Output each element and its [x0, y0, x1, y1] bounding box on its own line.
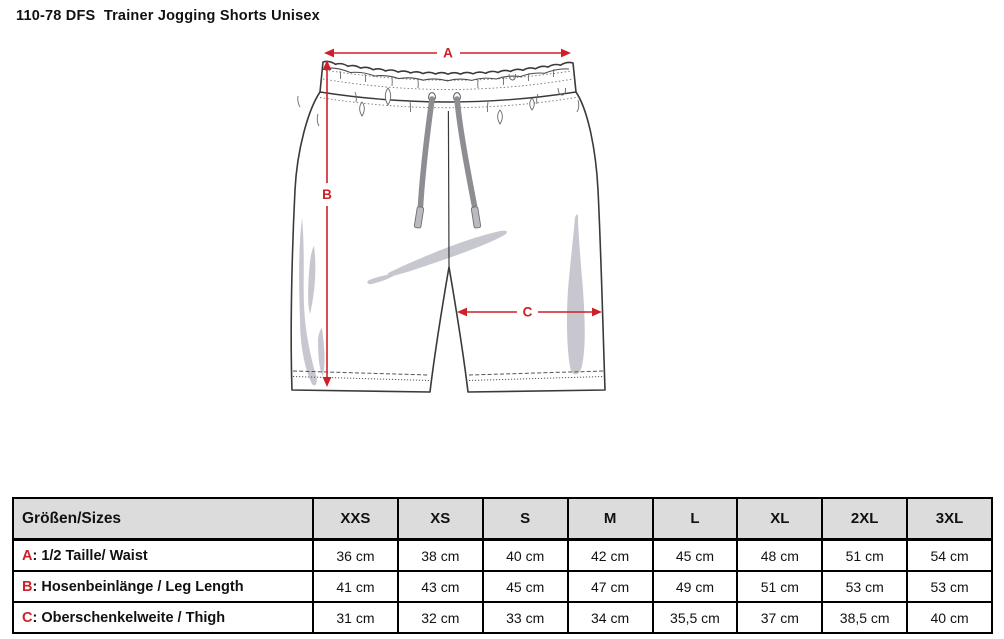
size-header-s: S — [483, 498, 568, 540]
cell-leg-l: 49 cm — [653, 571, 738, 602]
cell-thigh-2xl: 38,5 cm — [822, 602, 907, 633]
cell-waist-m: 42 cm — [568, 540, 653, 572]
row-label-text: : 1/2 Taille/ Waist — [32, 547, 148, 564]
cell-leg-s: 45 cm — [483, 571, 568, 602]
size-table-corner-header: Größen/Sizes — [13, 498, 313, 540]
row-label-text: : Hosenbeinlänge / Leg Length — [32, 578, 244, 595]
cell-waist-xxs: 36 cm — [313, 540, 398, 572]
table-row-thigh — [13, 602, 992, 633]
row-label-waist — [13, 540, 313, 572]
row-key-a: A — [22, 547, 33, 564]
measure-label-b: B — [322, 187, 332, 202]
cell-leg-m: 47 cm — [568, 571, 653, 602]
size-table-header-row — [13, 498, 992, 540]
cell-leg-xl: 51 cm — [737, 571, 822, 602]
cell-thigh-l: 35,5 cm — [653, 602, 738, 633]
row-key-b: B — [22, 578, 33, 595]
table-row-waist — [13, 540, 992, 572]
size-header-xs: XS — [398, 498, 483, 540]
measure-arrow-a — [324, 46, 571, 61]
cell-thigh-s: 33 cm — [483, 602, 568, 633]
size-header-m: M — [568, 498, 653, 540]
table-row-leg-length — [13, 571, 992, 602]
center-front-seam — [448, 111, 449, 267]
row-label-text: : Oberschenkelweite / Thigh — [32, 609, 226, 626]
cell-thigh-m: 34 cm — [568, 602, 653, 633]
size-header-2xl: 2XL — [822, 498, 907, 540]
row-key-c: C — [22, 609, 33, 626]
cell-thigh-xxs: 31 cm — [313, 602, 398, 633]
cell-thigh-3xl: 40 cm — [907, 602, 992, 633]
row-label-thigh — [13, 602, 313, 633]
shorts-technical-drawing — [270, 40, 630, 430]
cell-waist-xl: 48 cm — [737, 540, 822, 572]
measure-label-a: A — [443, 45, 453, 61]
measure-label-c: C — [522, 304, 533, 320]
cell-waist-s: 40 cm — [483, 540, 568, 572]
cell-waist-l: 45 cm — [653, 540, 738, 572]
cell-thigh-xl: 37 cm — [737, 602, 822, 633]
cell-waist-xs: 38 cm — [398, 540, 483, 572]
row-label-leg-length — [13, 571, 313, 602]
cell-waist-2xl: 51 cm — [822, 540, 907, 572]
size-header-xl: XL — [737, 498, 822, 540]
cell-waist-3xl: 54 cm — [907, 540, 992, 572]
cell-leg-xs: 43 cm — [398, 571, 483, 602]
cell-thigh-xs: 32 cm — [398, 602, 483, 633]
cell-leg-2xl: 53 cm — [822, 571, 907, 602]
size-header-3xl: 3XL — [907, 498, 992, 540]
cell-leg-3xl: 53 cm — [907, 571, 992, 602]
size-header-xxs: XXS — [313, 498, 398, 540]
page-title: 110-78 DFS Trainer Jogging Shorts Unisex — [16, 8, 320, 24]
size-header-l: L — [653, 498, 738, 540]
cell-leg-xxs: 41 cm — [313, 571, 398, 602]
shorts-outline — [291, 61, 605, 392]
size-table — [12, 497, 993, 634]
